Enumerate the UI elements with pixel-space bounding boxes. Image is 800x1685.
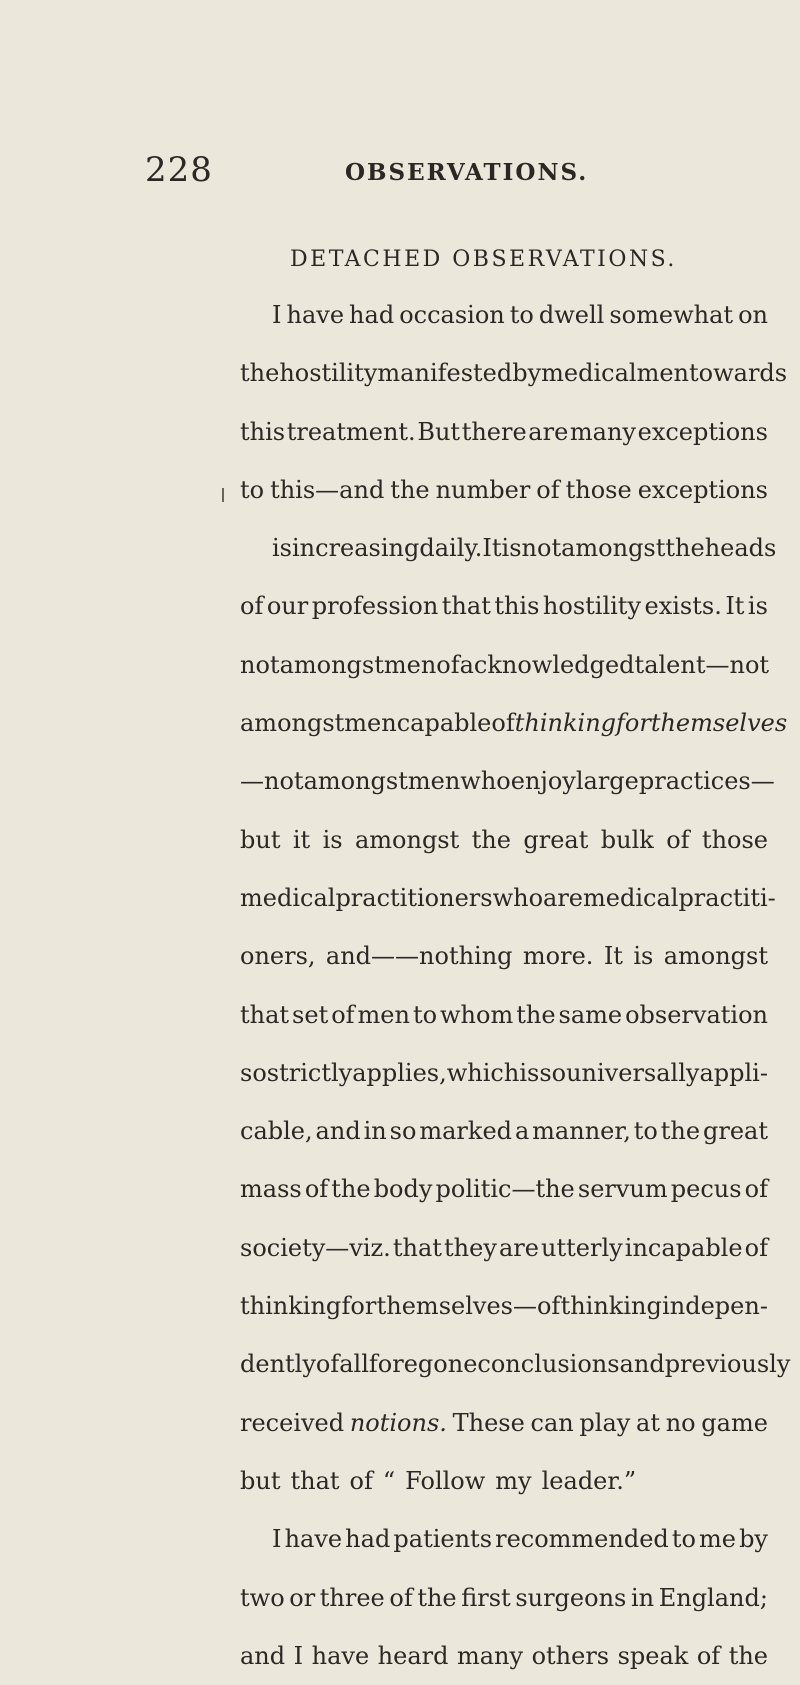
word: large [575, 767, 639, 796]
word: universally [566, 1058, 700, 1087]
word: the [240, 359, 280, 388]
word: is [272, 534, 292, 563]
word: men [636, 359, 690, 388]
text-line [240, 344, 788, 402]
word: treatment. [286, 417, 416, 446]
word: not [521, 534, 562, 563]
word: so [240, 1058, 267, 1087]
word: somewhat [609, 301, 734, 329]
text-line [240, 752, 775, 810]
word: this [494, 592, 540, 621]
word: —not [240, 767, 304, 796]
word: the [417, 1583, 457, 1612]
word: indepen- [662, 1292, 768, 1321]
word: to [509, 301, 534, 329]
word: occasion [399, 301, 505, 329]
word: at [636, 1408, 660, 1437]
word: notions. [349, 1408, 447, 1437]
word: the [331, 1175, 371, 1204]
word: themselves [650, 709, 788, 738]
word: exists. [644, 592, 722, 621]
word: surgeons [515, 1583, 627, 1612]
text-line [240, 1219, 768, 1277]
word: of [436, 650, 460, 679]
word: acknowledged [459, 650, 635, 679]
word: pecus [670, 1175, 742, 1204]
word: two [240, 1583, 285, 1612]
word: for [616, 709, 651, 738]
word: dwell [538, 301, 605, 329]
word: others [531, 1641, 610, 1670]
word: game [701, 1408, 768, 1437]
text-line [240, 403, 768, 461]
word: applies, [352, 1058, 447, 1087]
word: previously [664, 1350, 791, 1379]
word: patients [393, 1525, 493, 1554]
word: leader.” [541, 1466, 637, 1495]
word: dently [240, 1350, 316, 1379]
word: this [240, 417, 286, 446]
word: the [660, 1117, 701, 1146]
word: are [543, 883, 583, 912]
word: no [665, 1408, 696, 1437]
word: the [390, 475, 430, 504]
word: talent—not [634, 650, 770, 679]
word: number [435, 475, 531, 504]
word: but [240, 825, 281, 854]
word: of [696, 1641, 721, 1670]
text-line [240, 286, 768, 344]
word: amongst [240, 709, 345, 738]
word: amongst [303, 767, 408, 796]
word: that [441, 592, 491, 621]
word: play [579, 1408, 631, 1437]
word: politic—the [435, 1175, 575, 1204]
word: It [603, 942, 623, 971]
word: all [339, 1350, 369, 1379]
text-line [240, 1044, 768, 1102]
word: manner, [532, 1117, 631, 1146]
text-line [240, 519, 777, 577]
word: exceptions [637, 475, 768, 504]
word: there [461, 417, 527, 446]
word: me [699, 1525, 736, 1554]
word: of [389, 1583, 413, 1612]
word: great [703, 1117, 768, 1146]
word: the [471, 825, 511, 854]
word: of [331, 1000, 355, 1029]
word: exceptions [637, 417, 768, 446]
word: but [240, 1466, 281, 1495]
word: so [389, 1117, 417, 1146]
word: who [492, 883, 544, 912]
word: towards [689, 359, 788, 388]
word: heads [704, 534, 777, 563]
word: have [311, 1641, 370, 1670]
text-line [240, 636, 768, 694]
word: is [519, 1058, 540, 1087]
word: those [565, 475, 632, 504]
word: amongst [663, 942, 768, 971]
word: had [345, 1525, 391, 1554]
word: marked [419, 1117, 513, 1146]
word: These [452, 1408, 525, 1437]
word: the [516, 1000, 556, 1029]
word: have [284, 1525, 343, 1554]
word: daily. [419, 534, 483, 563]
word: that [392, 1233, 442, 1262]
word: to [671, 1525, 696, 1554]
word: by [512, 359, 542, 388]
word: of [744, 1175, 768, 1204]
word: England; [658, 1583, 768, 1612]
word: manifested [377, 359, 513, 388]
word: to [412, 1000, 438, 1029]
word: I [293, 1641, 304, 1670]
word: to [633, 1117, 658, 1146]
word: appli- [699, 1058, 768, 1087]
word: Follow [405, 1466, 486, 1495]
word: whom [440, 1000, 514, 1029]
word: this—and [270, 475, 385, 504]
word: are [528, 417, 569, 446]
word: But [417, 417, 461, 446]
word: of [315, 1350, 340, 1379]
section-heading: DETACHED OBSERVATIONS. [290, 247, 677, 272]
word: society—viz. [240, 1233, 391, 1262]
word: it [292, 825, 311, 854]
word: and [315, 1117, 361, 1146]
word: set [292, 1000, 329, 1029]
word: observation [625, 1000, 768, 1029]
paragraph-1 [240, 286, 791, 1510]
word: amongst [561, 534, 666, 563]
running-head [145, 150, 775, 190]
word: of [491, 709, 515, 738]
word: bulk [600, 825, 654, 854]
word: many [456, 1641, 524, 1670]
word: which [446, 1058, 520, 1087]
word: speak [617, 1641, 689, 1670]
word: that [240, 1000, 290, 1029]
word: on [738, 301, 768, 329]
word: first [461, 1583, 511, 1612]
word: thinking [514, 709, 617, 738]
text-line [240, 1394, 768, 1452]
word: men [357, 1000, 410, 1029]
word: for [341, 1292, 377, 1321]
word: or [289, 1583, 316, 1612]
word: to [240, 475, 265, 504]
word: those [701, 825, 768, 854]
word: of [666, 825, 690, 854]
word: “ [382, 1466, 396, 1495]
text-line [240, 869, 776, 927]
word: It [482, 534, 502, 563]
word: and [240, 1641, 286, 1670]
text-line [240, 461, 768, 519]
text-line [240, 694, 788, 752]
text-line [240, 1277, 768, 1335]
word: body [373, 1175, 433, 1204]
page-number: 228 [145, 150, 213, 190]
word: have [286, 301, 345, 329]
word: practiti- [678, 883, 776, 912]
word: enjoy [510, 767, 576, 796]
word: more. [522, 942, 594, 971]
word: men [344, 709, 397, 738]
word: the [665, 534, 705, 563]
word: not [240, 650, 280, 679]
word: is [747, 592, 768, 621]
word: medical [541, 359, 637, 388]
word: capable [396, 709, 492, 738]
word: of [240, 592, 264, 621]
word: medical [583, 883, 679, 912]
word: that [290, 1466, 340, 1495]
word: cable, [240, 1117, 313, 1146]
running-title: OBSERVATIONS. [345, 159, 589, 186]
word: hostility [542, 592, 642, 621]
word: foregone [368, 1350, 478, 1379]
text-line [240, 1452, 768, 1510]
word: same [558, 1000, 623, 1029]
word: incapable [624, 1233, 743, 1262]
word: increasing [292, 534, 420, 563]
word: who [460, 767, 511, 796]
word: of [304, 1175, 329, 1204]
word: I [272, 1525, 282, 1554]
word: of [536, 475, 560, 504]
text-line [240, 1335, 791, 1393]
text-line [240, 1102, 768, 1160]
word: are [498, 1233, 539, 1262]
word: our [266, 592, 309, 621]
word: is [633, 942, 654, 971]
word: can [530, 1408, 574, 1437]
word: three [319, 1583, 385, 1612]
word: in [630, 1583, 655, 1612]
word: great [523, 825, 589, 854]
word: oners, [240, 942, 316, 971]
word: the [728, 1641, 768, 1670]
word: men [383, 650, 437, 679]
word: profession [311, 592, 439, 621]
text-line [240, 1569, 768, 1627]
word: received [240, 1408, 345, 1437]
word: had [349, 301, 395, 329]
text-line [240, 1627, 768, 1685]
word: strictly [266, 1058, 353, 1087]
word: of [349, 1466, 373, 1495]
text-line [240, 577, 768, 635]
word: and——nothing [325, 942, 513, 971]
paragraph-2 [240, 1510, 768, 1685]
word: I [272, 301, 282, 329]
word: servum [577, 1175, 668, 1204]
word: themselves—of [376, 1292, 561, 1321]
margin-mark [222, 488, 224, 502]
word: of [744, 1233, 768, 1262]
text-line [240, 1510, 768, 1568]
word: recommended [495, 1525, 669, 1554]
word: amongst [354, 825, 460, 854]
word: medical [240, 883, 336, 912]
word: It [725, 592, 745, 621]
word: hostility [279, 359, 378, 388]
word: thinking [560, 1292, 662, 1321]
word: utterly [541, 1233, 623, 1262]
text-line [240, 1160, 768, 1218]
word: so [539, 1058, 567, 1087]
word: men [407, 767, 461, 796]
word: a [514, 1117, 530, 1146]
word: thinking [240, 1292, 342, 1321]
text-line [240, 986, 768, 1044]
word: mass [240, 1175, 302, 1204]
word: heard [377, 1641, 449, 1670]
word: they [444, 1233, 497, 1262]
word: practitioners [335, 883, 493, 912]
word: is [322, 825, 343, 854]
text-line [240, 811, 768, 869]
word: in [363, 1117, 387, 1146]
word: amongst [279, 650, 384, 679]
word: practices— [638, 767, 775, 796]
word: is [501, 534, 522, 563]
word: many [569, 417, 636, 446]
word: and [619, 1350, 665, 1379]
word: by [739, 1525, 768, 1554]
text-line [240, 927, 768, 985]
body-text [240, 286, 791, 1685]
word: conclusions [477, 1350, 620, 1379]
word: my [495, 1466, 532, 1495]
